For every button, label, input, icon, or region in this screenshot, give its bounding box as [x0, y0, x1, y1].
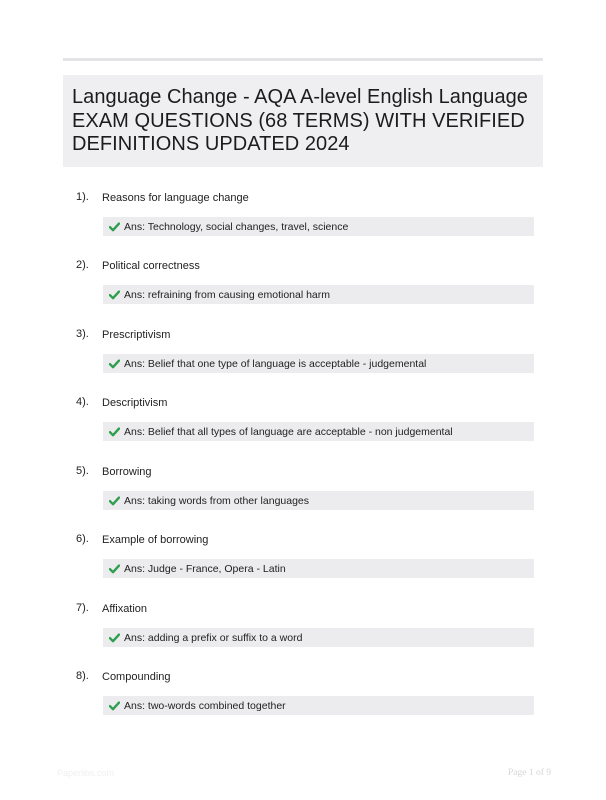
question-term: Compounding [102, 671, 171, 683]
question-term: Borrowing [102, 466, 152, 478]
answer-box [103, 559, 534, 578]
question-term: Descriptivism [102, 397, 168, 409]
question-number: 3). [76, 328, 89, 340]
answer-text: Ans: Judge - France, Opera - Latin [124, 562, 286, 575]
checkmark-icon [109, 701, 120, 711]
answer-box [103, 491, 534, 510]
checkmark-icon [109, 290, 120, 300]
question-number: 6). [76, 533, 89, 545]
answer-text: Ans: adding a prefix or suffix to a word [124, 631, 303, 644]
top-divider [63, 58, 543, 61]
answer-text: Ans: two-words combined together [124, 699, 286, 712]
answer-box [103, 217, 534, 236]
answer-text: Ans: Belief that one type of language is acceptable - judgemental [124, 357, 427, 370]
answer-text: Ans: taking words from other languages [124, 494, 310, 507]
checkmark-icon [109, 359, 120, 369]
answer-text: Ans: Technology, social changes, travel, science [124, 220, 349, 233]
question-term: Example of borrowing [102, 534, 209, 546]
answer-box [103, 628, 534, 647]
checkmark-icon [109, 633, 120, 643]
answer-text: Ans: refraining from causing emotional harm [124, 288, 331, 301]
document-title: Language Change - AQA A-level English Language EXAM QUESTIONS (68 TERMS) WITH VERIFIED DEFINITIONS UPDATED 2024 [72, 86, 528, 155]
question-number: 4). [76, 396, 89, 408]
title-banner [63, 75, 543, 167]
question-term: Prescriptivism [102, 329, 171, 341]
question-term: Affixation [102, 603, 148, 615]
question-number: 5). [76, 465, 89, 477]
question-number: 8). [76, 670, 89, 682]
footer-watermark: Paperlibs.com [57, 768, 115, 778]
question-number: 7). [76, 602, 89, 614]
answer-box [103, 696, 534, 715]
question-term: Reasons for language change [102, 192, 249, 204]
answer-box [103, 354, 534, 373]
checkmark-icon [109, 222, 120, 232]
checkmark-icon [109, 564, 120, 574]
question-number: 2). [76, 259, 89, 271]
page-number: Page 1 of 9 [508, 768, 552, 778]
question-term: Political correctness [102, 260, 200, 272]
answer-box [103, 422, 534, 441]
answer-box [103, 285, 534, 304]
question-number: 1). [76, 191, 89, 203]
checkmark-icon [109, 496, 120, 506]
answer-text: Ans: Belief that all types of language are acceptable - non judgemental [124, 425, 453, 438]
checkmark-icon [109, 427, 120, 437]
